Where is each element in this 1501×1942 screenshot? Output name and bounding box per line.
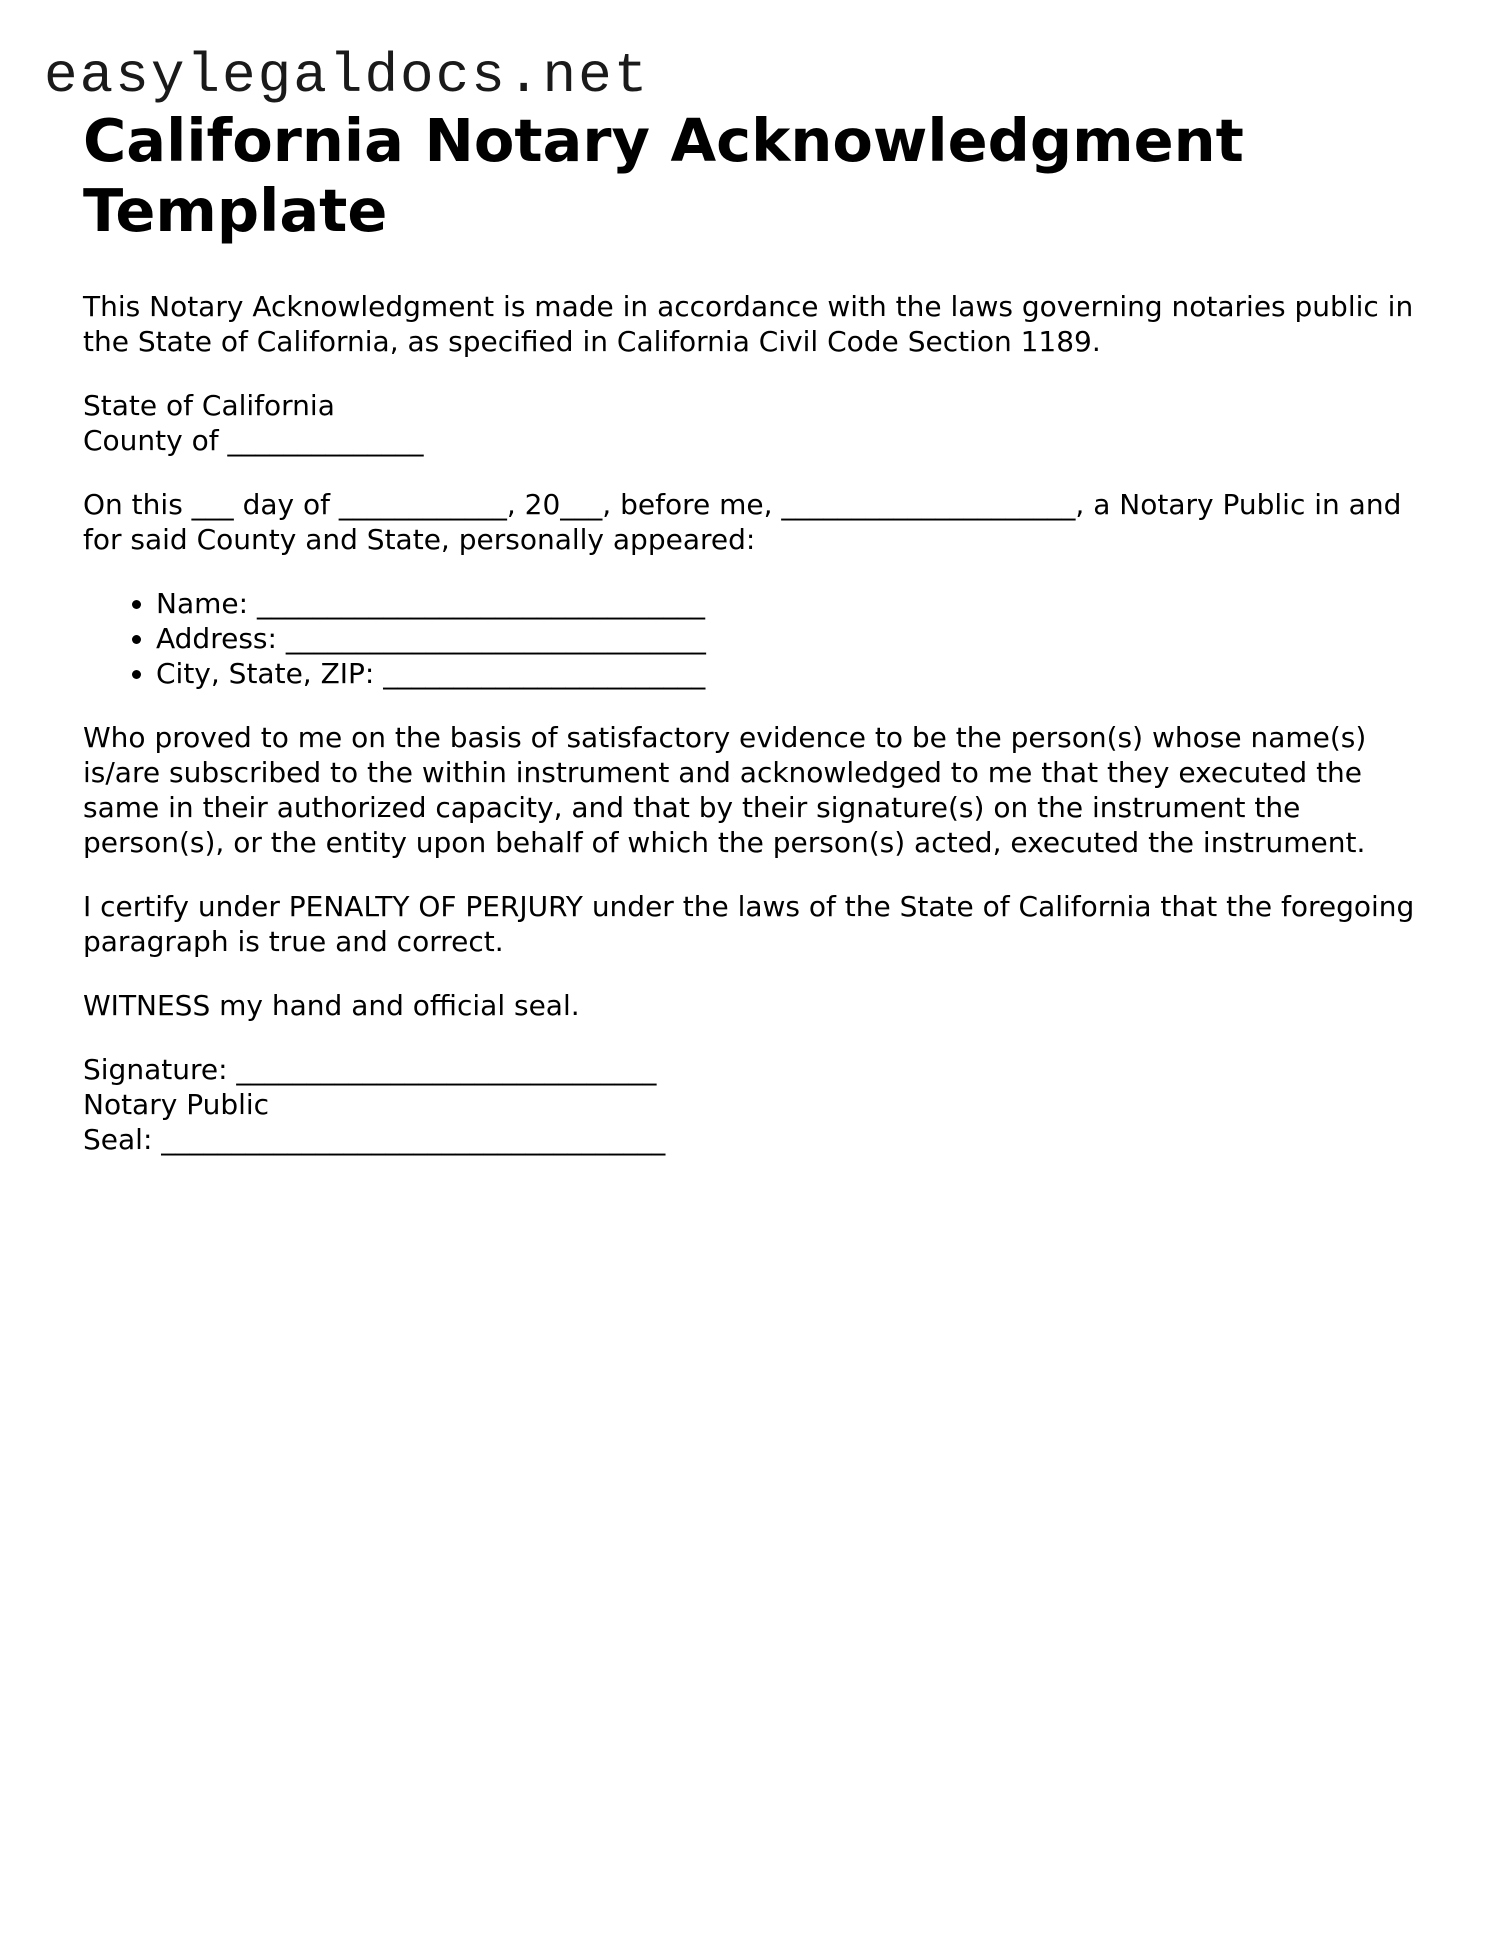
venue-block [83,388,1443,458]
document [83,106,1443,1157]
certify-paragraph: I certify under PENALTY OF PERJURY under the laws of the State of California that the foregoing paragraph is true and correct. [83,890,1415,958]
name-field: • Name: ________________________________ [156,586,1443,621]
signature-block [83,1052,1443,1157]
signature-line: Signature: ______________________________ [83,1053,657,1086]
signer-fields-list [83,586,1443,691]
witness-line: WITNESS my hand and official seal. [83,989,580,1022]
city-state-zip-field: • City, State, ZIP: _______________________ [156,656,1443,691]
document-body [83,289,1443,1157]
notary-public-label: Notary Public [83,1088,270,1121]
state-line: State of California [83,389,335,422]
site-watermark: easylegaldocs.net [44,44,650,108]
intro-paragraph: This Notary Acknowledgment is made in accordance with the laws governing notaries public in the State of California, as specified in California Civil Code Section 1189. [83,290,1414,358]
evidence-paragraph: Who proved to me on the basis of satisfactory evidence to be the person(s) whose name(s) is/are subscribed to the within instrument and acknowledged to me that they executed the same in their authorized capacity, and that by their signature(s) on the instrument the person(s), or the entity upon behalf of which the person(s) acted, executed the instrument. [83,721,1367,859]
seal-line: Seal: ____________________________________ [83,1123,666,1156]
appearance-paragraph: On this ___ day of ____________, 20___, before me, _____________________, a Notary Public in and for said County and State, personally appeared: [83,488,1402,556]
address-field: • Address: ______________________________ [156,621,1443,656]
document-title: California Notary Acknowledgment Template [83,106,1244,245]
county-line: County of ______________ [83,424,424,457]
